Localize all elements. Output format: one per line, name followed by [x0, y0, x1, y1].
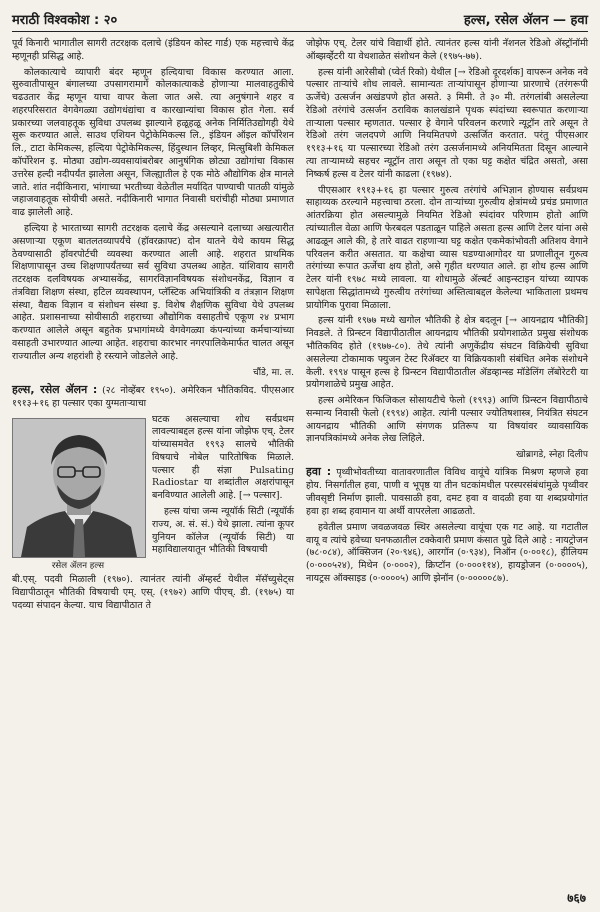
paragraph: पीएसआर १९१३+१६ हा पल्सार गुरुत्व तरंगांचे अभिज्ञान होण्यास सर्वप्रथम साहाय्यक ठरल्याने महत्त्वाचा ठरला. दोन ताऱ्यांच्या गुरुत्वीय क्षेत्रांमध्ये प्रचंड प्रमाणात आंतरक्रिया होत असल्यामुळे नियमित रेडिओ स्पंदांवर परिणाम होतो आणि त्यांच्यातील वेळा आणि फेरबदल पडताळून पाहिले असता हल्स आणि टेलर यांना असे आढळून आले की, हे तारे वाढत राहणाऱ्या घट्ट कक्षेत एकमेकांभोवती अतिशय वेगाने परिवलन करीत असतात. या कक्षेचा व्यास घडण्याआगोदर या प्रणालीतून गुरुत्व तरंगांच्या रूपात ऊर्जेचा क्षय होतो, असे गृहीत धरण्यात आले. हा शोध हल्स आणि टेलर यांनी १९७८ मध्ये लावला. या शोधामुळे ॲल्बर्ट आइन्स्टाइन यांच्या व्यापक सापेक्षता सिद्धांतामध्ये गुरुत्वीय तरंगांच्या अस्तित्वाबद्दल केलेल्या भाकिताला प्रथमच प्रायोगिक पुरावा मिळाला.: [306, 184, 588, 311]
entry-heading: हल्स, रसेल ॲलन :: [12, 382, 98, 396]
paragraph: कोलकात्याचे व्यापारी बंदर म्हणून हल्दियाचा विकास करण्यात आला. सुरुवातीपासून बंगालच्या उपसागरामार्गे कोलकात्याकडे होणाऱ्या मालवाहतुकीचे चढउतार केंद्र म्हणून याचा वापर केला जात असे. त्या अनुषंगाने शहर व शहरपरिसरात वेगवेगळ्या उद्योगधंद्यांचा व कारखान्यांचा विकास होत गेला. सर्व प्रकारच्या जलवाहतूक सुविधा उपलब्ध झाल्याने हळूहळू अनेक निर्मितिउद्योगही येथे सुरू करण्यात आले. साउथ एशियन पेट्रोकेमिकल्स लि., इंडियन ऑइल कॉर्पोरेशन लि., टाटा केमिकल्स, हल्दिया पेट्रोकेमिकल्स, हिंदुस्थान लिव्हर, मित्सुबिशी केमिकल कॉर्पोरेशन इ. मोठ्या उद्योग-व्यवसायांबरोबर आनुषंगिक छोट्या उद्योगांचा विकास उत्तरेस हल्दी नदीपर्यंत झालेला असून, जिल्ह्यातील हे एक मोठे औद्योगिक क्षेत्र मानले जाते. शांत नदीकिनारा, भांगाच्या भरतीच्या वेळेतील मर्यादित पाण्याची पातळी यांमुळे जहाजवाहतूक सोयीची असते. नदीकिनारी भागात निवासी घरांचीही मोठ्या प्रमाणात वाढ झालेली आहे.: [12, 66, 294, 219]
paragraph: घटक असल्याचा शोध सर्वप्रथम लावल्याबद्दल हल्स यांना जोझेफ एच्. टेलर यांच्यासमवेत १९९३ सालचे भौतिकी विषयाचे नोबेल पारितोषिक मिळाले. पल्सार ही संज्ञा Pulsating Radiostar या शब्दांतील अक्षरांपासून बनविण्यात आलेली आहे. [→ पल्सार].: [152, 413, 294, 502]
paragraph: बी.एस्. पदवी मिळाली (१९७०). त्यानंतर त्यांनी ॲम्हर्स्ट येथील मॅसॅच्युसेट्स विद्यापीठातून भौतिकी विषयाची एम्. एस्. (१९७२) आणि पीएच्. डी. (१९७५) या पदव्या संपादन केल्या. याच विद्यापीठात ते: [12, 574, 294, 611]
paragraph: हल्स यांनी १९७७ मध्ये खगोल भौतिकी हे क्षेत्र बदलून [→ आयनद्राय भौतिकी] निवडले. ते प्रिन्स्टन विद्यापीठातील आयनद्राय भौतिकी प्रयोगशाळेत प्रमुख संशोधक भौतिकविद होते (१९७७-८०). तेथे त्यांनी अणुकेंद्रीय संघटन विक्रियेची सुविधा असलेल्या टोकामाक फ्युजन टेस्ट रिॲक्टर या विक्रियकाशी संबंधित अनेक संशोधने केली. १९९४ पासून हल्स हे प्रिन्स्टन विद्यापीठातील ॲडव्हान्स्ड मॉडेलिंग लॅबोरेटरी या प्रयोगशाळेचे प्रमुख आहेत.: [306, 315, 588, 391]
running-header: [12, 8, 588, 28]
entry-intro: पृथ्वीभोवतीच्या वातावरणातील विविध वायूंचे यांत्रिक मिश्रण म्हणजे हवा होय. निसर्गातील हवा, पाणी व भूपृष्ठ या तीन घटकांमधील परस्परसंबंधांमुळे पृथ्वीवर जीवसृष्टी निर्माण झाली. पावसाळी हवा, दमट हवा व वादळी हवा या शब्दप्रयोगांत हवा हा शब्द हवामान या अर्थी वापरलेला आढळतो.: [306, 467, 588, 517]
entry-intro-paragraph: [306, 465, 588, 518]
left-column: [12, 38, 294, 616]
portrait-figure: [12, 418, 144, 573]
entry-intro-paragraph: [12, 383, 294, 411]
paragraph: पूर्व किनारी भागातील सागरी तटरक्षक दलाचे (इंडियन कोस्ट गार्ड) एक महत्त्वाचे केंद्र म्हणूनही प्रसिद्ध आहे.: [12, 38, 294, 62]
paragraph: जोझेफ एच्. टेलर यांचे विद्यार्थी होते. त्यानंतर हल्स यांनी नॅशनल रेडिओ ॲस्ट्रॉनॉमी ऑब्झर्व्हेटरी या वेधशाळेत संशोधन केले (१९७५-७७).: [306, 38, 588, 62]
paragraph: हवेतील प्रमाण जवळजवळ स्थिर असलेल्या वायूंचा एक गट आहे. या गटातील वायू व त्यांचे हवेच्या घनफळातील टक्केवारी प्रमाण कंसात पुढे दिले आहे : नायट्रोजन (७८·०८४), ऑक्सिजन (२०·९४६), आरगॉन (०·९३४), निऑन (०·००१८), हीलियम (०·०००५२४), मिथेन (०·०००२), क्रिप्टॉन (०·०००११४), हायड्रोजन (०·००००५), नायट्रस ऑक्साइड (०·००००५) आणि झेनॉन (०·०००००८७).: [306, 521, 588, 584]
paragraph: हल्दिया हे भारताच्या सागरी तटरक्षक दलाचे केंद्र असल्याने दलाच्या अखत्यारीत असणाऱ्या एकूण बातलतव्यापर्यंचे (हॉवरक्राफ्ट) दोन यातने येथे कायम सिद्ध ठेवण्यासाठी हॉवरपोर्टची व्यवस्था करण्यात आली आहे. शहरात प्राथमिक शिक्षणापासून उच्च शिक्षणापर्यंतच्या सर्व सुविधा उपलब्ध आहेत. यांशिवाय सागरी तटरक्षक दलविषयक अभ्यासकेंद्र, सागरविज्ञानविषयक संशोधनकेंद्र, विज्ञान व तंत्रविद्या शिक्षण संस्था, हटिल व्यवस्थापन, प्लॅस्टिक अभियांत्रिकी व तंत्रज्ञान शिक्षण संस्था, वैद्यक विज्ञान व संशोधन संस्था इ. विशेष शैक्षणिक सुविधा येथे उपलब्ध आहेत. प्रशासनाच्या सोयीसाठी शहराच्या औद्योगिक वसाहतीचे एकूण २४ प्रभाग करण्यात आलेले असून बहुतेक प्रभागांमध्ये वेगवेगळ्या कंपन्यांच्या कर्मचाऱ्यांच्या वसाहती उभारण्यात आल्या आहेत. शहराचा कारभार नगरपालिकेमार्फत चालत असून राज्यातील अन्य शहरांशी हे रस्त्याने जोडलेले आहे.: [12, 222, 294, 362]
paragraph: हल्स अमेरिकन फिजिकल सोसायटीचे फेलो (१९९३) आणि प्रिन्स्टन विद्यापीठाचे सन्मान्य निवासी फेलो (१९९४) आहेत. त्यांनी पल्सार ज्योतिषशास्त्र, नियंत्रित संघटन आयनद्राय भौतिकी आणि संगणक प्रतिरूप या विषयांवर व्यावसायिक ज्ञानपत्रिकांमध्ये अनेक लेख लिहिले.: [306, 395, 588, 445]
paragraph: हल्स यांनी आरेसीबो (प्वेर्त रिको) येथील [→ रेडिओ दूरदर्शक] वापरून अनेक नवे पल्सार ताऱ्यांचे शोध लावले. सामान्यतः ताऱ्यांपासून होणाऱ्या प्रारणाचे (तरंगरूपी ऊर्जेचे) उत्सर्जन अखंडपणे होत असते. ३ मिमी. ते ३० मी. तरंगलांबी असलेल्या रेडिओ तरंगांचे उत्सर्जन ठराविक कालखंडाने पृथक स्पंदांच्या स्वरूपात करणाऱ्या ताऱ्याला पल्सार म्हणतात. पल्सार हे वेगाने परिवलन करणारे न्यूट्रॉन तारे असून ते रेडिओ तरंग जलदपणे आणि नियमितपणे उत्सर्जित करतात. परंतु पीएसआर १९१३+१६ या पल्सारच्या रेडिओ तरंग उत्सर्जनामध्ये अनियमितता दिसून आल्याने त्या ताऱ्यामध्ये सहचर न्यूट्रॉन तारा असून तो एका घट्ट कक्षेत चंद्रित असतो, असा निष्कर्ष हल्स व टेलर यांनी काढला (१९७४).: [306, 66, 588, 180]
paragraph: हल्स यांचा जन्म न्यूयॉर्क सिटी (न्यूयॉर्क राज्य, अ. सं. सं.) येथे झाला. त्यांना कूपर युनियन कॉलेज (न्यूयॉर्क सिटी) या महाविद्यालयातून भौतिकी विषयाची: [152, 505, 294, 556]
page-number: ७६७: [567, 891, 586, 905]
header-rule: [12, 31, 588, 32]
entry-intro: (२८ नोव्हेंबर १९५०). अमेरिकन भौतिकविद. पीएसआर १९१३+१६ हा पल्सार एका युग्मताऱ्याचा: [12, 384, 294, 409]
entry-heading: हवा :: [306, 465, 332, 479]
author-signature: खोब्रागडे, स्नेहा दिलीप: [516, 450, 588, 461]
portrait-illustration: [13, 419, 145, 557]
portrait-caption: रसेल ॲलन हल्स: [51, 560, 105, 571]
portrait-photo: [12, 418, 146, 558]
right-column: [306, 38, 588, 589]
header-left: मराठी विश्वकोश : २०: [12, 13, 118, 28]
header-right: हल्स, रसेल ॲलन — हवा: [463, 13, 588, 28]
author-signature: चौंडे, मा. ल.: [253, 367, 294, 378]
